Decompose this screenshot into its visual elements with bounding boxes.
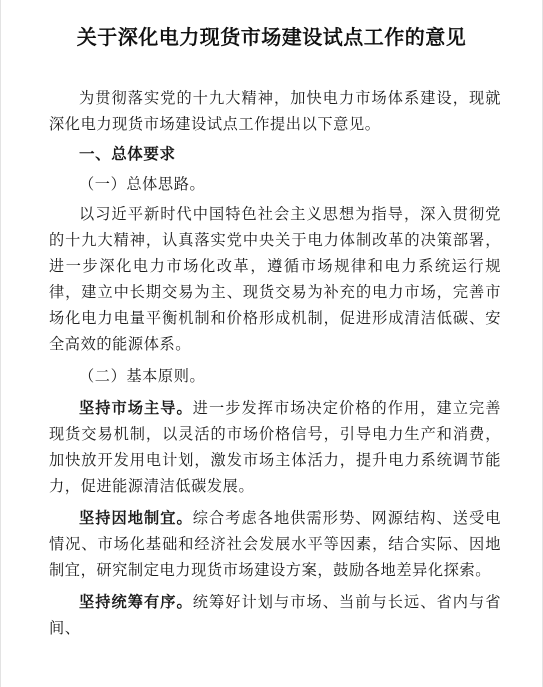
subsection-heading-basic-principles: （二）基本原则。 (79, 367, 206, 385)
principle-coordination-lead: 坚持统筹有序。 (79, 593, 193, 611)
document-body (49, 85, 501, 645)
intro-paragraph: 为贯彻落实党的十九大精神，加快电力市场体系建设，现就深化电力现货市场建设试点工作提出以下意见。 (49, 89, 501, 133)
principle-market-led-paragraph (49, 395, 501, 499)
principle-market-led-lead: 坚持市场主导。 (79, 399, 193, 417)
subsection-heading-overall-approach: （一）总体思路。 (79, 175, 206, 193)
principle-market-led-text: 进一步发挥市场决定价格的作用，建立完善现货交易机制，以灵活的市场价格信号，引导电力生产和消费，加快放开发用电计划，激发市场主体活力，提升电力系统调节能力，促进能源清洁低碳发展。 (49, 399, 502, 495)
principle-local-conditions-text: 综合考虑各地供需形势、网源结构、送受电情况、市场化基础和经济社会发展水平等因素，结合实际、因地制宜，研究制定电力现货市场建设方案，鼓励各地差异化探索。 (49, 509, 502, 579)
principle-local-conditions-lead: 坚持因地制宜。 (79, 509, 193, 527)
principle-coordination-text: 统筹好计划与市场、当前与长远、省内与省间、 (49, 593, 502, 637)
principle-coordination-paragraph (49, 589, 501, 641)
document-title: 关于深化电力现货市场建设试点工作的意见 (76, 25, 467, 49)
overall-approach-paragraph: 以习近平新时代中国特色社会主义思想为指导，深入贯彻党的十九大精神，认真落实党中央关于电力体制改革的决策部署，进一步深化电力市场化改革，遵循市场规律和电力系统运行规律，建立中长期交易为主、现货交易为补充的电力市场，完善市场化电力电量平衡机制和价格形成机制，促进形成清洁低碳、安全高效的能源体系。 (49, 205, 501, 353)
principle-local-conditions-paragraph (49, 505, 501, 583)
section-heading-overall-requirements: 一、总体要求 (79, 145, 176, 163)
